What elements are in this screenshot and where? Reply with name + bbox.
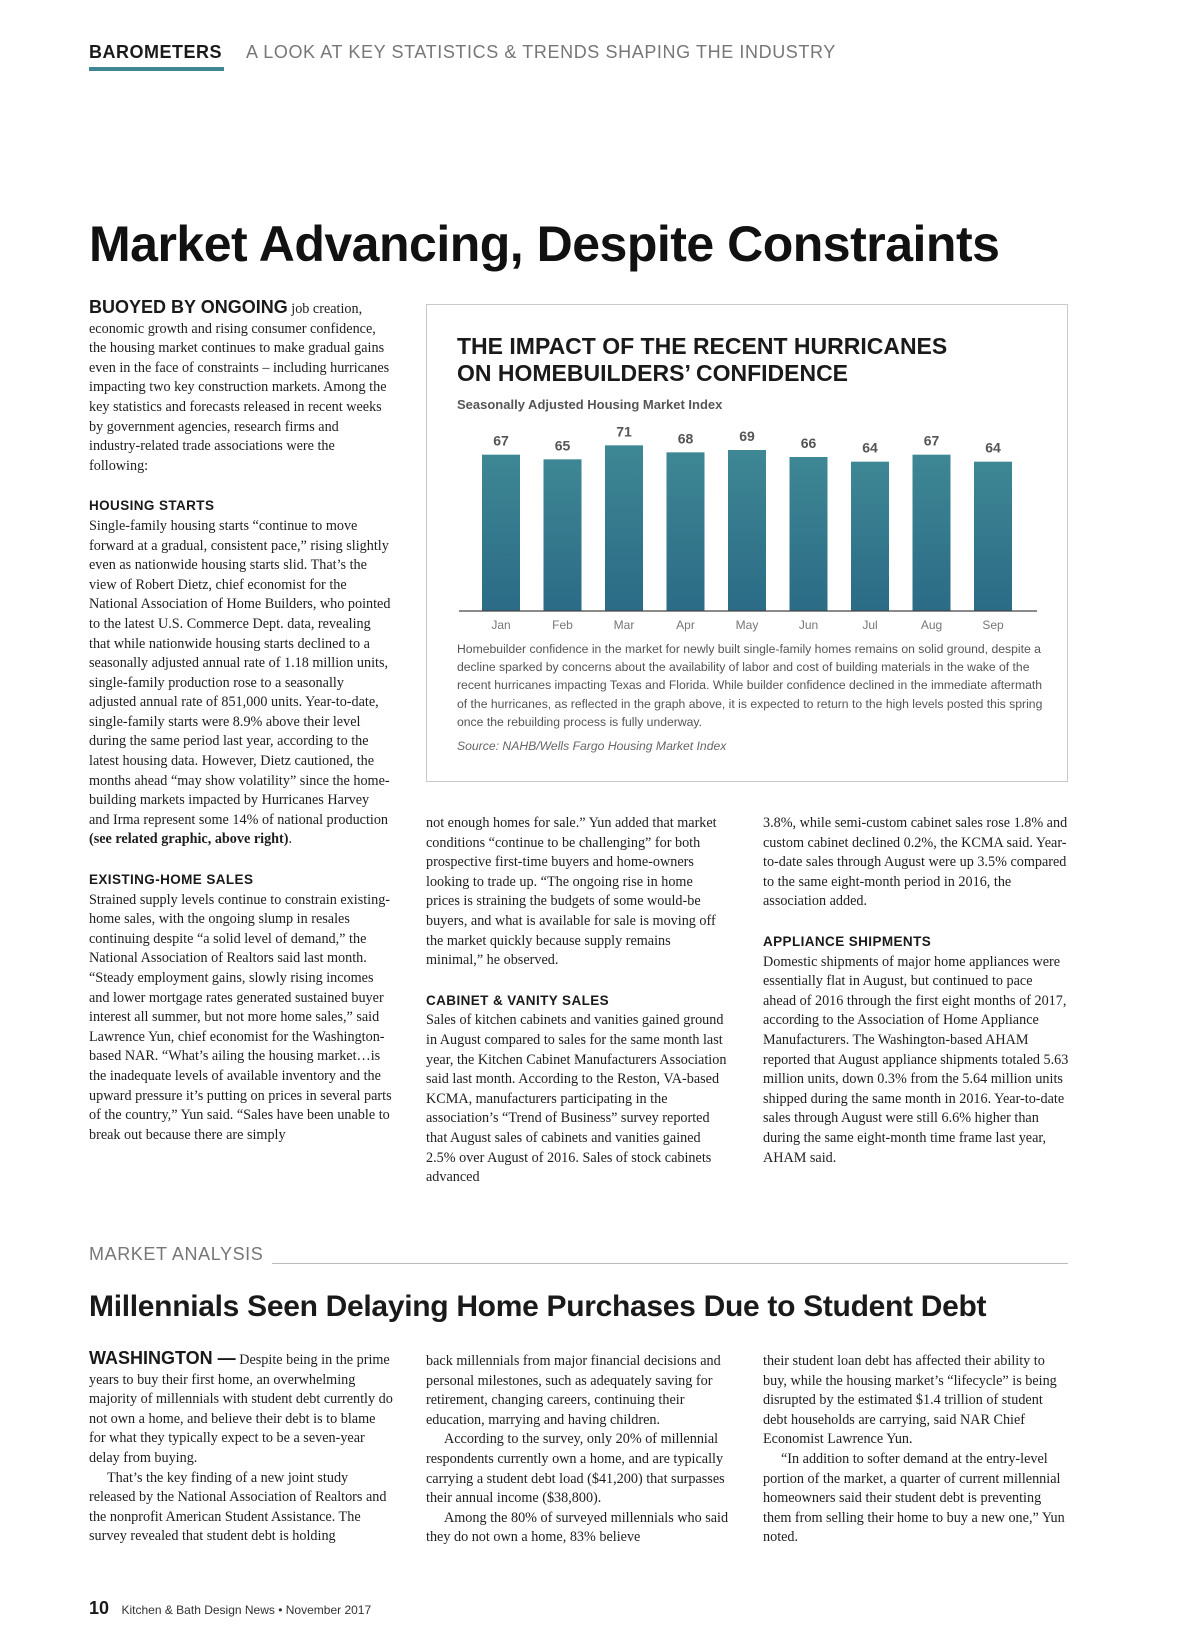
x-tick-label-apr: Apr (676, 618, 695, 632)
cabinet-continued: 3.8%, while semi-custom cabinet sales rose 1.8% and custom cabinet declined 0.2%, the KCMA said. Year-to-date sales through August were up 3.5% compared to the same eight-month period in 2016, the association added. (763, 815, 1068, 910)
bar-may (728, 450, 766, 611)
housing-starts-paragraph (89, 517, 393, 850)
value-label-sep: 64 (985, 439, 1001, 456)
page-header (89, 42, 836, 72)
bar-chart (427, 305, 1067, 635)
section-label-market-analysis: MARKET ANALYSIS (89, 1244, 264, 1264)
article-2-paragraph-1 (89, 1349, 393, 1469)
article-2-paragraph-7: “In addition to softer demand at the entry-level portion of the market, a quarter of current millennial homeowners said their student debt is preventing them from selling their home to buy a new one,” Yun noted. (763, 1450, 1065, 1546)
article-column-3 (763, 814, 1069, 1168)
existing-home-paragraph: Strained supply levels continue to constrain existing-home sales, with the ongoing slump in resales continuing despite “a solid level of demand,” the National Association of Realtors said last month. “Steady employment gains, slowly rising incomes and lower mortgage rates generated sustained buyer interest all summer, but not more home sales,” said Lawrence Yun, chief economist for the Washington-based NAR. “What’s ailing the housing market…is the inadequate levels of available inventory and the upward pressure it’s putting on prices in several parts of the country,” Yun said. “Sales have been unable to break out because there are simply (89, 891, 392, 1143)
page-number: 10 (89, 1598, 110, 1618)
appliance-paragraph: Domestic shipments of major home appliances were essentially flat in August, but continued to pace ahead of 2016 through the first eight months of 2017, according to the Association of Home Appliance Manufacturers. The Washington-based AHAM reported that August appliance shipments totaled 5.63 million units, down 0.3% from the 5.64 million units shipped during the same month in 2016. Year-to-date sales through August were still 6.6% higher than during the same eight-month time frame last year, AHAM said. (763, 953, 1069, 1166)
value-label-feb: 65 (554, 437, 571, 454)
graphic-reference-link[interactable]: (see related graphic, above right) (89, 831, 289, 848)
x-tick-label-jan: Jan (491, 618, 511, 632)
period: . (288, 831, 293, 848)
dateline: WASHINGTON — (89, 1348, 236, 1368)
bar-jul (851, 462, 889, 611)
section-tagline: A LOOK AT KEY STATISTICS & TRENDS SHAPING THE INDUSTRY (246, 42, 836, 62)
subhead-cabinet-vanity-sales: CABINET & VANITY SALES (426, 992, 610, 1008)
x-tick-label-mar: Mar (613, 618, 635, 632)
intro-text: job creation, economic growth and rising consumer confidence, the housing market continues to make gradual gains even in the face of constraints – including hurricanes impacting two key construction markets. Among the key statistics and forecasts released in recent weeks by government agencies, research firms and industry-related trade associations were the following: (89, 301, 390, 474)
cabinet-paragraph: Sales of kitchen cabinets and vanities gained ground in August compared to sales for the same month last year, the Kitchen Cabinet Manufacturers Association said last month. According to the Reston, VA-based KCMA, manufacturers participating in the association’s “Trend of Business” survey reported that August sales of cabinets and vanities gained 2.5% over August of 2016. Sales of stock cabinets advanced (426, 1012, 727, 1186)
article-2-paragraph-2: That’s the key finding of a new joint study released by the National Association of Realtors and the nonprofit American Student Assistance. The survey revealed that student debt is holding (89, 1469, 387, 1545)
value-label-apr: 68 (677, 430, 694, 447)
x-tick-label-jul: Jul (862, 618, 878, 632)
x-tick-label-jun: Jun (798, 618, 819, 632)
housing-starts-text: Single-family housing starts “continue to move forward at a gradual, consistent pace,” rising slightly even as nationwide housing starts slid. That’s the view of Robert Dietz, chief economist for the National Association of Home Builders, who pointed to the latest U.S. Commerce Dept. data, revealing that while nationwide housing starts declined to a seasonally adjusted annual rate of 1.18 million units, single-family production rose to a seasonally adjusted annual rate of 851,000 units. Year-to-date, single-family starts were 8.9% above their level during the same period last year, according to the latest housing data. However, Dietz cautioned, the months ahead “may show volatility” since the home-building markets impacted by Hurricanes Harvey and Irma represent some 14% of national production (89, 517, 391, 828)
article-title: Market Advancing, Despite Constraints (89, 216, 1000, 272)
chart-panel (426, 304, 1068, 782)
section-name: BAROMETERS (89, 42, 223, 62)
article-2-paragraph-5: Among the 80% of surveyed millennials who said they do not own a home, 83% believe (426, 1509, 729, 1546)
subhead-appliance-shipments: APPLIANCE SHIPMENTS (763, 933, 932, 949)
section-divider (272, 1263, 1068, 1264)
article-2-paragraph-4: According to the survey, only 20% of millennial respondents currently own a home, and are typically carrying a student debt load ($41,200) that surpasses their annual income ($38,800). (426, 1431, 725, 1507)
value-label-may: 69 (739, 428, 755, 444)
value-label-aug: 67 (923, 432, 940, 449)
x-tick-label-may: May (735, 618, 759, 632)
chart-title-line-1: THE IMPACT OF THE RECENT HURRICANES (457, 333, 948, 359)
chart-source: Source: NAHB/Wells Fargo Housing Market Index (457, 739, 727, 753)
bar-feb (544, 459, 582, 611)
value-label-jun: 66 (800, 435, 817, 451)
article-2-text-1: Despite being in the prime years to buy their first home, an overwhelming majority of millennials with student debt currently do not own a home, and believe their debt is to blame for what they typically expect to be a seven-year delay from buying. (89, 1352, 393, 1466)
x-tick-label-sep: Sep (982, 618, 1004, 632)
existing-home-continued: not enough homes for sale.” Yun added that market conditions “continue to be challenging” for both prospective first-time buyers and home-owners looking to trade up. “The ongoing rise in home prices is straining the budgets of some would-be buyers, and what is available for sale is moving off the market quickly because supply remains minimal,” he observed. (426, 815, 717, 969)
article-2-column-1 (89, 1349, 393, 1547)
chart-caption: Homebuilder confidence in the market for newly built single-family homes remains on solid ground, despite a decline sparked by concerns about the availability of labor and cost of building materials in the wake of the recent hurricanes impacting Texas and Florida. While builder confidence declined in the immediate aftermath of the hurricanes, as reflected in the graph above, it is expected to return to the high levels posted this spring once the rebuilding process is fully underway. (457, 642, 1043, 729)
x-tick-label-aug: Aug (920, 618, 943, 632)
article-2-title: Millennials Seen Delaying Home Purchases Due to Student Debt (89, 1290, 987, 1323)
value-label-jan: 67 (493, 432, 509, 449)
article-2-paragraph-3: back millennials from major financial decisions and personal milestones, such as adequately saving for retirement, changing careers, continuing their education, marrying and having children. (426, 1353, 721, 1428)
bar-apr (667, 452, 705, 611)
bar-mar (605, 445, 643, 611)
lead-in: BUOYED BY ONGOING (89, 297, 288, 317)
bar-jan (482, 455, 520, 611)
intro-paragraph (89, 298, 393, 476)
article-2-paragraph-6: their student loan debt has affected their ability to buy, while the housing market’s “lifecycle” is being disrupted by the estimated $1.4 trillion of student debt households are carrying, said NAR Chief Economist Lawrence Yun. (763, 1353, 1057, 1448)
bar-aug (913, 455, 951, 611)
bar-jun (790, 457, 828, 611)
subhead-existing-home-sales: EXISTING-HOME SALES (89, 872, 254, 888)
chart-title-line-2: ON HOMEBUILDERS’ CONFIDENCE (457, 360, 849, 386)
article-2-column-2 (426, 1352, 730, 1548)
publication-info: Kitchen & Bath Design News • November 2017 (121, 1603, 372, 1617)
value-label-mar: 71 (616, 423, 632, 440)
x-tick-label-feb: Feb (552, 618, 573, 632)
subhead-housing-starts: HOUSING STARTS (89, 498, 215, 514)
article-column-1 (89, 298, 393, 1145)
article-2-column-3 (763, 1352, 1069, 1548)
page-footer (89, 1598, 371, 1619)
value-label-jul: 64 (862, 439, 878, 456)
chart-subtitle: Seasonally Adjusted Housing Market Index (457, 397, 723, 412)
article-column-2 (426, 814, 730, 1188)
bar-sep (974, 462, 1012, 611)
